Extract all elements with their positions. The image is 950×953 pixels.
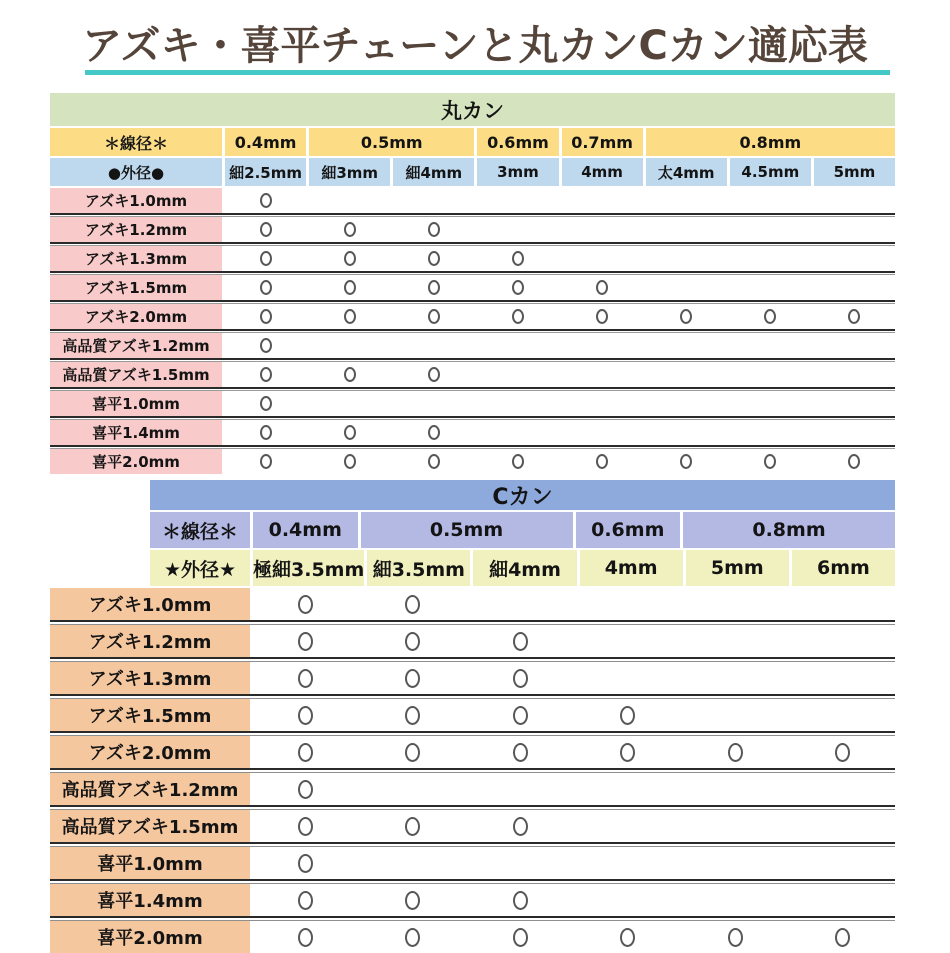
compatible-mark-icon	[298, 780, 313, 799]
compatible-mark-icon	[512, 454, 524, 469]
compatible-mark-icon	[260, 338, 272, 353]
row-label: アズキ2.0mm	[50, 736, 250, 768]
compatible-mark-icon	[596, 309, 608, 324]
mark-cell	[393, 275, 474, 300]
table-row	[50, 699, 895, 731]
mark-cell	[361, 662, 466, 694]
mark-cell	[646, 362, 727, 387]
mark-cell	[361, 847, 466, 879]
mark-cell	[683, 699, 788, 731]
mark-cell	[309, 391, 390, 416]
mark-cell	[309, 246, 390, 271]
row-label: 高品質アズキ1.2mm	[50, 773, 250, 805]
mark-cell	[253, 699, 358, 731]
mark-cell	[814, 275, 895, 300]
mark-cell	[393, 420, 474, 445]
mark-cell	[477, 420, 558, 445]
mark-cell	[814, 217, 895, 242]
compatible-mark-icon	[848, 454, 860, 469]
table-row	[50, 773, 895, 805]
compatible-mark-icon	[260, 309, 272, 324]
mark-cell	[253, 588, 358, 620]
mark-cell	[730, 420, 811, 445]
compatible-mark-icon	[344, 251, 356, 266]
mark-cell	[393, 304, 474, 329]
compatible-mark-icon	[513, 743, 528, 762]
maru-kan-table	[50, 93, 895, 474]
compatible-mark-icon	[620, 928, 635, 947]
compatible-mark-icon	[405, 817, 420, 836]
outer-diameter-value: 細3mm	[309, 158, 390, 186]
compatible-mark-icon	[344, 454, 356, 469]
page-title: アズキ・喜平チェーンと丸カンCカン適応表	[82, 23, 868, 69]
mark-cell	[225, 333, 306, 358]
mark-cell	[309, 362, 390, 387]
table-row	[50, 921, 895, 953]
mark-cell	[361, 810, 466, 842]
mark-cell	[791, 810, 896, 842]
outer-diameter-row	[50, 158, 895, 186]
mark-cell	[309, 420, 390, 445]
mark-cell	[814, 391, 895, 416]
mark-cell	[576, 699, 681, 731]
mark-cell	[683, 625, 788, 657]
table-row	[50, 275, 895, 300]
mark-cell	[791, 588, 896, 620]
wire-diameter-row	[150, 512, 895, 548]
mark-cell	[393, 449, 474, 474]
compatible-mark-icon	[835, 743, 850, 762]
mark-cell	[393, 391, 474, 416]
wire-diameter-value: 0.6mm	[576, 512, 681, 548]
mark-cell	[683, 588, 788, 620]
mark-cell	[225, 362, 306, 387]
mark-cell	[468, 736, 573, 768]
table-row	[50, 736, 895, 768]
table-row	[50, 217, 895, 242]
mark-cell	[468, 662, 573, 694]
mark-cell	[646, 275, 727, 300]
mark-cell	[683, 736, 788, 768]
row-label: アズキ1.5mm	[50, 699, 250, 731]
outer-diameter-value: 5mm	[814, 158, 895, 186]
mark-cell	[253, 921, 358, 953]
mark-cell	[468, 884, 573, 916]
compatible-mark-icon	[680, 309, 692, 324]
mark-cell	[576, 625, 681, 657]
mark-cell	[309, 188, 390, 213]
compatible-mark-icon	[344, 222, 356, 237]
compatible-mark-icon	[428, 280, 440, 295]
mark-cell	[730, 449, 811, 474]
mark-cell	[730, 188, 811, 213]
compatible-mark-icon	[405, 632, 420, 651]
mark-cell	[309, 217, 390, 242]
row-label: 喜平1.4mm	[50, 884, 250, 916]
compatible-mark-icon	[728, 743, 743, 762]
mark-cell	[225, 246, 306, 271]
mark-cell	[562, 217, 643, 242]
mark-cell	[393, 217, 474, 242]
outer-diameter-value: 4mm	[562, 158, 643, 186]
mark-cell	[225, 217, 306, 242]
mark-cell	[468, 921, 573, 953]
mark-cell	[683, 662, 788, 694]
mark-cell	[814, 449, 895, 474]
wire-diameter-value: 0.7mm	[562, 128, 643, 156]
mark-cell	[361, 773, 466, 805]
compatible-mark-icon	[344, 280, 356, 295]
table-row	[50, 449, 895, 474]
mark-cell	[477, 246, 558, 271]
compatible-mark-icon	[298, 854, 313, 873]
mark-cell	[253, 773, 358, 805]
row-label: 喜平1.0mm	[50, 391, 222, 416]
row-label: 喜平1.0mm	[50, 847, 250, 879]
compatible-mark-icon	[620, 706, 635, 725]
row-label: アズキ1.3mm	[50, 246, 222, 271]
row-label: アズキ1.3mm	[50, 662, 250, 694]
compatible-mark-icon	[428, 251, 440, 266]
row-label: 高品質アズキ1.2mm	[50, 333, 222, 358]
table-header: Cカン	[150, 480, 895, 510]
compatible-mark-icon	[512, 280, 524, 295]
mark-cell	[646, 420, 727, 445]
compatible-mark-icon	[512, 251, 524, 266]
mark-cell	[361, 884, 466, 916]
compatible-mark-icon	[513, 632, 528, 651]
mark-cell	[477, 217, 558, 242]
mark-cell	[393, 333, 474, 358]
table-row	[50, 420, 895, 445]
table-row	[50, 588, 895, 620]
compatible-mark-icon	[405, 928, 420, 947]
mark-cell	[814, 362, 895, 387]
mark-cell	[791, 699, 896, 731]
outer-diameter-value: 細4mm	[393, 158, 474, 186]
compatible-mark-icon	[298, 669, 313, 688]
compatible-mark-icon	[260, 425, 272, 440]
row-label: 喜平2.0mm	[50, 449, 222, 474]
compatible-mark-icon	[428, 454, 440, 469]
mark-cell	[225, 391, 306, 416]
outer-diameter-value: 5mm	[686, 550, 789, 586]
mark-cell	[361, 699, 466, 731]
wire-diameter-value: 0.5mm	[309, 128, 474, 156]
mark-cell	[468, 810, 573, 842]
mark-cell	[253, 736, 358, 768]
table-row	[50, 362, 895, 387]
mark-cell	[814, 420, 895, 445]
mark-cell	[730, 275, 811, 300]
mark-cell	[646, 304, 727, 329]
compatible-mark-icon	[764, 309, 776, 324]
mark-cell	[814, 304, 895, 329]
row-label: アズキ1.2mm	[50, 217, 222, 242]
mark-cell	[730, 246, 811, 271]
mark-cell	[225, 188, 306, 213]
mark-cell	[646, 391, 727, 416]
outer-diameter-row	[150, 550, 895, 586]
row-label: アズキ2.0mm	[50, 304, 222, 329]
compatible-mark-icon	[513, 817, 528, 836]
title-underline	[85, 70, 890, 75]
compatible-mark-icon	[260, 193, 272, 208]
mark-cell	[646, 333, 727, 358]
mark-cell	[361, 588, 466, 620]
mark-cell	[791, 884, 896, 916]
mark-cell	[562, 449, 643, 474]
row-label: アズキ1.2mm	[50, 625, 250, 657]
wire-diameter-label: ＊線径＊	[50, 128, 222, 156]
outer-diameter-value: 細4mm	[473, 550, 576, 586]
table-row	[50, 810, 895, 842]
compatible-mark-icon	[405, 891, 420, 910]
mark-cell	[814, 188, 895, 213]
mark-cell	[683, 810, 788, 842]
table-row	[50, 662, 895, 694]
mark-cell	[225, 449, 306, 474]
mark-cell	[477, 188, 558, 213]
mark-cell	[576, 921, 681, 953]
mark-cell	[576, 884, 681, 916]
row-label: 喜平1.4mm	[50, 420, 222, 445]
mark-cell	[683, 847, 788, 879]
table-row	[50, 847, 895, 879]
compatible-mark-icon	[344, 309, 356, 324]
row-label: アズキ1.0mm	[50, 188, 222, 213]
compatible-mark-icon	[260, 396, 272, 411]
wire-diameter-value: 0.8mm	[646, 128, 895, 156]
mark-cell	[683, 921, 788, 953]
compatible-mark-icon	[428, 222, 440, 237]
mark-cell	[468, 588, 573, 620]
table-row	[50, 188, 895, 213]
table-row	[50, 391, 895, 416]
mark-cell	[361, 921, 466, 953]
row-label: アズキ1.0mm	[50, 588, 250, 620]
mark-cell	[562, 362, 643, 387]
mark-cell	[730, 391, 811, 416]
outer-diameter-label: ★外径★	[150, 550, 250, 586]
mark-cell	[253, 810, 358, 842]
wire-diameter-value: 0.8mm	[683, 512, 895, 548]
compatible-mark-icon	[428, 425, 440, 440]
wire-diameter-row	[50, 128, 895, 156]
mark-cell	[361, 736, 466, 768]
mark-cell	[468, 847, 573, 879]
mark-cell	[253, 847, 358, 879]
compatible-mark-icon	[298, 706, 313, 725]
mark-cell	[361, 625, 466, 657]
mark-cell	[791, 773, 896, 805]
mark-cell	[562, 391, 643, 416]
mark-cell	[393, 246, 474, 271]
compatible-mark-icon	[260, 251, 272, 266]
compatible-mark-icon	[405, 669, 420, 688]
mark-cell	[791, 847, 896, 879]
compatible-mark-icon	[428, 309, 440, 324]
mark-cell	[576, 588, 681, 620]
compatible-mark-icon	[298, 891, 313, 910]
mark-cell	[225, 275, 306, 300]
compatible-mark-icon	[728, 928, 743, 947]
outer-diameter-value: 4.5mm	[730, 158, 811, 186]
compatible-mark-icon	[513, 669, 528, 688]
outer-diameter-value: 太4mm	[646, 158, 727, 186]
table-header: 丸カン	[50, 93, 895, 126]
compatible-mark-icon	[298, 595, 313, 614]
compatible-mark-icon	[680, 454, 692, 469]
mark-cell	[730, 362, 811, 387]
mark-cell	[791, 736, 896, 768]
wire-diameter-value: 0.6mm	[477, 128, 558, 156]
mark-cell	[309, 333, 390, 358]
mark-cell	[576, 773, 681, 805]
compatible-mark-icon	[405, 595, 420, 614]
compatible-mark-icon	[764, 454, 776, 469]
mark-cell	[253, 625, 358, 657]
mark-cell	[309, 449, 390, 474]
wire-diameter-value: 0.5mm	[361, 512, 573, 548]
table-row	[50, 304, 895, 329]
wire-diameter-value: 0.4mm	[253, 512, 358, 548]
outer-diameter-label: ●外径●	[50, 158, 222, 186]
compatible-mark-icon	[260, 454, 272, 469]
mark-cell	[225, 304, 306, 329]
compatible-mark-icon	[513, 928, 528, 947]
compatible-mark-icon	[344, 367, 356, 382]
mark-cell	[477, 275, 558, 300]
mark-cell	[253, 662, 358, 694]
mark-cell	[683, 773, 788, 805]
mark-cell	[814, 246, 895, 271]
mark-cell	[730, 333, 811, 358]
row-label: 高品質アズキ1.5mm	[50, 362, 222, 387]
row-label: アズキ1.5mm	[50, 275, 222, 300]
table-row	[50, 625, 895, 657]
mark-cell	[468, 699, 573, 731]
mark-cell	[646, 188, 727, 213]
compatible-mark-icon	[405, 743, 420, 762]
mark-cell	[576, 810, 681, 842]
mark-cell	[791, 625, 896, 657]
compatible-mark-icon	[835, 928, 850, 947]
mark-cell	[477, 449, 558, 474]
compatible-mark-icon	[596, 280, 608, 295]
mark-cell	[468, 625, 573, 657]
mark-cell	[477, 333, 558, 358]
compatible-mark-icon	[298, 928, 313, 947]
table-row	[50, 246, 895, 271]
mark-cell	[814, 333, 895, 358]
compatible-mark-icon	[596, 454, 608, 469]
outer-diameter-value: 6mm	[792, 550, 895, 586]
compatible-mark-icon	[260, 367, 272, 382]
mark-cell	[576, 736, 681, 768]
mark-cell	[791, 921, 896, 953]
mark-cell	[576, 847, 681, 879]
mark-cell	[309, 275, 390, 300]
mark-cell	[562, 304, 643, 329]
mark-cell	[562, 188, 643, 213]
mark-cell	[576, 662, 681, 694]
compatible-mark-icon	[260, 280, 272, 295]
outer-diameter-value: 細3.5mm	[367, 550, 470, 586]
compatible-mark-icon	[344, 425, 356, 440]
mark-cell	[477, 362, 558, 387]
mark-cell	[393, 362, 474, 387]
compatible-mark-icon	[405, 706, 420, 725]
compatible-mark-icon	[848, 309, 860, 324]
mark-cell	[646, 246, 727, 271]
c-kan-table	[50, 480, 895, 953]
row-label: 喜平2.0mm	[50, 921, 250, 953]
mark-cell	[393, 188, 474, 213]
compatible-mark-icon	[428, 367, 440, 382]
compatible-mark-icon	[298, 817, 313, 836]
mark-cell	[730, 217, 811, 242]
mark-cell	[468, 773, 573, 805]
compatible-mark-icon	[298, 632, 313, 651]
mark-cell	[562, 275, 643, 300]
table-row	[50, 884, 895, 916]
mark-cell	[683, 884, 788, 916]
mark-cell	[730, 304, 811, 329]
mark-cell	[477, 304, 558, 329]
mark-cell	[253, 884, 358, 916]
mark-cell	[646, 449, 727, 474]
compatible-mark-icon	[512, 309, 524, 324]
outer-diameter-value: 3mm	[477, 158, 558, 186]
outer-diameter-value: 極細3.5mm	[253, 550, 364, 586]
mark-cell	[562, 333, 643, 358]
compatible-mark-icon	[513, 706, 528, 725]
mark-cell	[562, 420, 643, 445]
compatible-mark-icon	[620, 743, 635, 762]
wire-diameter-value: 0.4mm	[225, 128, 306, 156]
compatible-mark-icon	[513, 891, 528, 910]
row-label: 高品質アズキ1.5mm	[50, 810, 250, 842]
mark-cell	[225, 420, 306, 445]
mark-cell	[477, 391, 558, 416]
outer-diameter-value: 細2.5mm	[225, 158, 306, 186]
mark-cell	[791, 662, 896, 694]
mark-cell	[562, 246, 643, 271]
mark-cell	[646, 217, 727, 242]
wire-diameter-label: ＊線径＊	[150, 512, 250, 548]
mark-cell	[309, 304, 390, 329]
outer-diameter-value: 4mm	[580, 550, 683, 586]
compatible-mark-icon	[260, 222, 272, 237]
compatible-mark-icon	[298, 743, 313, 762]
table-row	[50, 333, 895, 358]
